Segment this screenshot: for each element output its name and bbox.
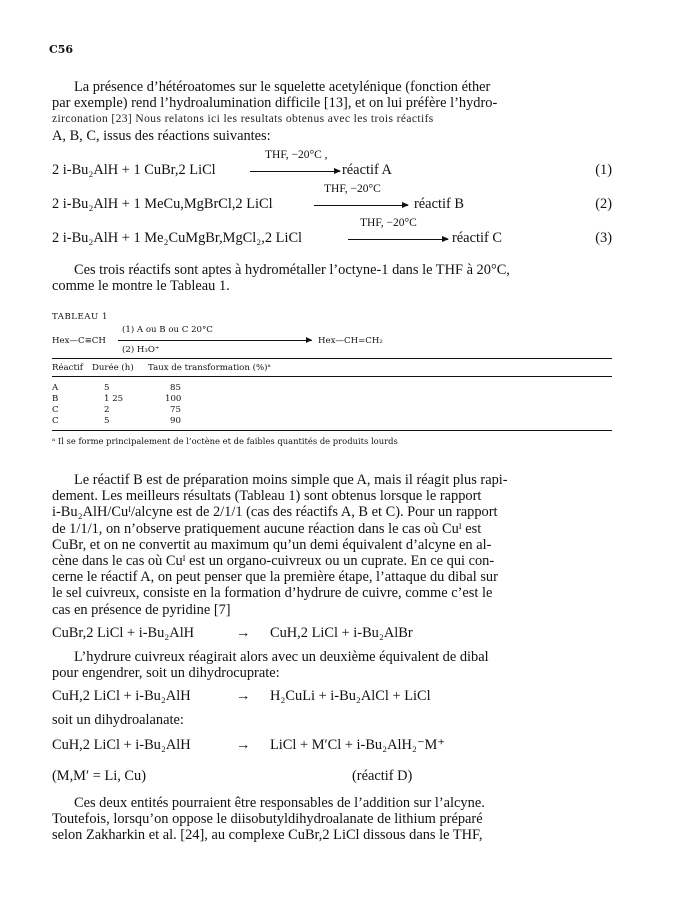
table-header: Réactif — [52, 363, 83, 373]
equation-number: (2) — [595, 196, 612, 212]
text-line: Toutefois, lorsqu’on oppose le diisobutyldihydroalanate de lithium préparé — [52, 811, 483, 828]
text-line: i-Bu₂AlH/Cuᴵ/alcyne est de 2/1/1 (cas des réactifs A, B et C). Pour un rapport — [52, 504, 498, 521]
text-line: CuBr, et on ne convertit au maximum qu’un demi équivalent d’alcyne en al- — [52, 536, 492, 553]
table-header: Durée (h) — [92, 363, 134, 373]
equation-arrow: → — [236, 625, 251, 641]
equation-number: (3) — [595, 230, 612, 246]
text-line: pour engendrer, soit un dihydrocuprate: — [52, 665, 280, 682]
paragraph-6 — [52, 795, 612, 844]
text-line: de 1/1/1, on n’observe pratiquement aucune réaction dans le cas où Cuᴵ est — [52, 520, 482, 537]
table-cell: 100 — [165, 394, 182, 404]
reaction-conditions: THF, −20°C — [324, 183, 381, 195]
reaction-reactants: 2 i-Bu₂AlH + 1 Me₂CuMgBr,MgCl₂,2 LiCl — [52, 230, 303, 246]
equation-rhs: CuH,2 LiCl + i-Bu₂AlBr — [270, 625, 413, 641]
equation-rhs: H₂CuLi + i-Bu₂AlCl + LiCl — [270, 688, 431, 704]
text-line: A, B, C, issus des réactions suivantes: — [52, 127, 271, 144]
table-cell: B — [52, 394, 59, 404]
table-cell: C — [52, 416, 59, 426]
scheme-arrow-head — [306, 337, 312, 343]
text-line: comme le montre le Tableau 1. — [52, 278, 230, 295]
paragraph-2 — [52, 262, 612, 294]
table-bottom-rule — [52, 430, 612, 431]
text-line: cène dans le cas où Cuᴵ est un organo-cuivreux ou un cuprate. En ce qui con- — [52, 553, 495, 570]
text-line: par exemple) rend l’hydroalumination difficile [13], et on lui préfère l’hydro- — [52, 95, 498, 112]
text-line: Ces trois réactifs sont aptes à hydrométaller l’octyne-1 dans le THF à 20°C, — [74, 262, 510, 278]
page-number: C56 — [49, 43, 74, 56]
table-1 — [52, 312, 612, 452]
reaction-3 — [52, 217, 612, 250]
reaction-1 — [52, 149, 612, 182]
text-line: soit un dihydroalanate: — [52, 712, 184, 728]
table-caption: TABLEAU 1 — [52, 312, 108, 322]
text-line: le sel cuivreux, consiste en la formation d’hydrure de cuivre, comme c’est le — [52, 585, 493, 602]
equation-lhs: CuH,2 LiCl + i-Bu₂AlH — [52, 688, 191, 704]
reaction-2 — [52, 183, 612, 216]
equation-lhs: CuH,2 LiCl + i-Bu₂AlH — [52, 737, 191, 753]
intro-paragraph — [52, 79, 612, 144]
scheme-arrow — [118, 340, 312, 341]
text-line: dement. Les meilleurs résultats (Tableau 1) sont obtenus lorsque le rapport — [52, 488, 482, 505]
reaction-reactants: 2 i-Bu₂AlH + 1 MeCu,MgBrCl,2 LiCl — [52, 196, 273, 212]
table-cell: A — [52, 383, 59, 393]
reaction-arrow — [250, 171, 340, 172]
scheme-condition-top: (1) A ou B ou C 20°C — [122, 325, 213, 335]
table-footnote: ᵃ Il se forme principalement de l’octène et de faibles quantités de produits lourds — [52, 436, 398, 446]
table-header-rule — [52, 376, 612, 377]
equation-number: (1) — [595, 162, 612, 178]
reaction-product: réactif C — [452, 230, 502, 246]
paragraph-3 — [52, 472, 612, 618]
table-cell: 75 — [170, 405, 181, 415]
equation-lhs: CuBr,2 LiCl + i-Bu₂AlH — [52, 625, 195, 641]
table-cell: C — [52, 405, 59, 415]
reaction-arrow — [348, 239, 448, 240]
equation-note: (M,M′ = Li, Cu) — [52, 768, 147, 784]
reagent-label: (réactif D) — [352, 768, 413, 784]
text-line: La présence d’hétéroatomes sur le squelette acetylénique (fonction éther — [74, 79, 491, 95]
equation-arrow: → — [236, 737, 251, 753]
reaction-reactants: 2 i-Bu₂AlH + 1 CuBr,2 LiCl — [52, 162, 216, 178]
table-cell: 2 — [104, 405, 110, 415]
paragraph-5 — [52, 712, 612, 728]
text-line: zirconation [23] Nous relatons ici les resultats obtenus avec les trois réactifs — [52, 113, 434, 126]
text-line: L’hydrure cuivreux réagirait alors avec un deuxième équivalent de dibal — [74, 649, 489, 665]
reaction-conditions: THF, −20°C — [360, 217, 417, 229]
text-line: cerne le réactif A, on peut penser que la première étape, l’attaque du dibal sur — [52, 569, 498, 586]
table-cell: 85 — [170, 383, 181, 393]
reaction-arrow — [314, 205, 408, 206]
scheme-product: Hex—CH=CH₂ — [318, 336, 383, 346]
text-line: selon Zakharkin et al. [24], au complexe CuBr,2 LiCl dissous dans le THF, — [52, 827, 483, 844]
reaction-conditions: THF, −20°C , — [265, 149, 328, 161]
text-line: Ces deux entités pourraient être responsables de l’addition sur l’alcyne. — [74, 795, 485, 811]
table-cell: 5 — [104, 383, 110, 393]
text-line: Le réactif B est de préparation moins simple que A, mais il réagit plus rapi- — [74, 472, 508, 488]
paragraph-4 — [52, 649, 612, 681]
scheme-reactant: Hex—C≡CH — [52, 336, 106, 346]
equation-arrow: → — [236, 688, 251, 704]
table-cell: 5 — [104, 416, 110, 426]
table-header: Taux de transformation (%)ᵃ — [148, 363, 271, 373]
table-cell: 1 25 — [104, 394, 124, 404]
text-line: cas en présence de pyridine [7] — [52, 601, 231, 618]
table-top-rule — [52, 358, 612, 359]
table-cell: 90 — [170, 416, 181, 426]
equation-rhs: LiCl + M′Cl + i-Bu₂AlH₂⁻M⁺ — [270, 737, 445, 753]
reaction-product: réactif A — [342, 162, 392, 178]
reaction-product: réactif B — [414, 196, 464, 212]
scheme-condition-bottom: (2) H₃O⁺ — [122, 345, 160, 355]
